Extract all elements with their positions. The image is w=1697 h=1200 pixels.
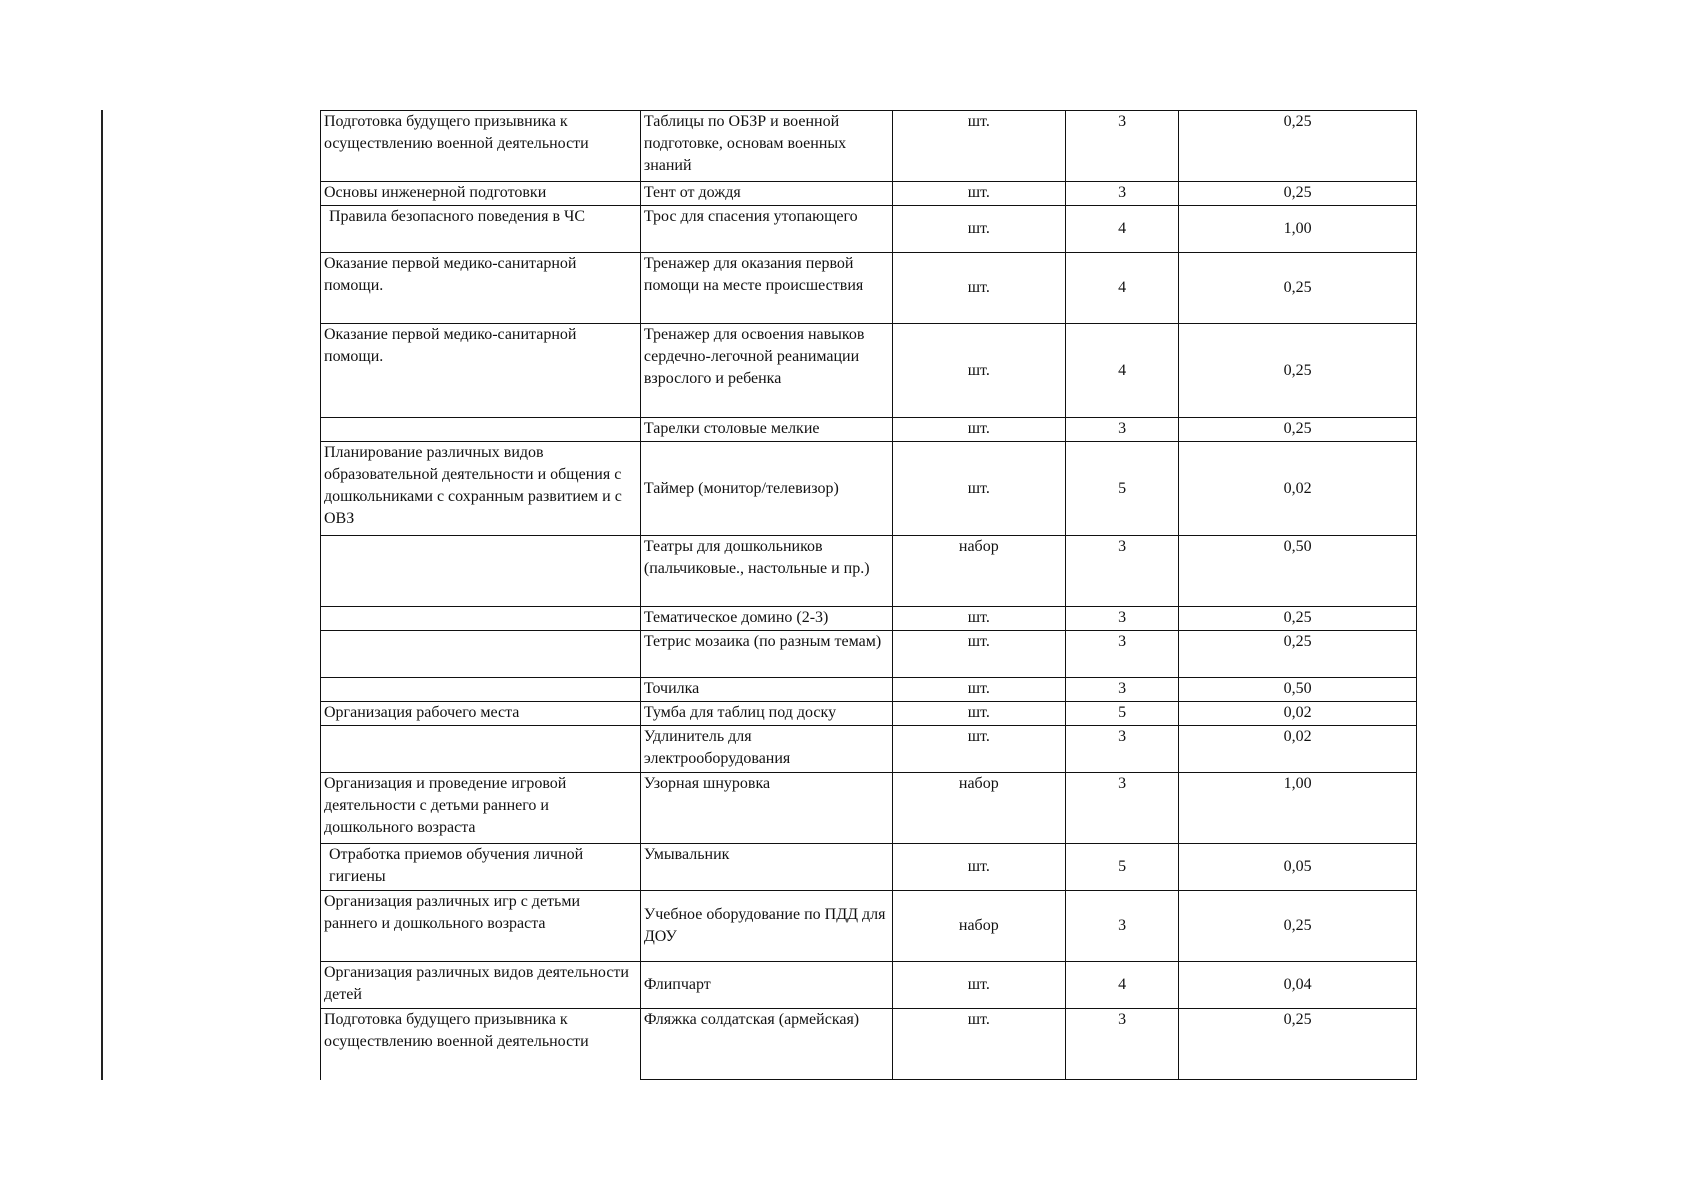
row-unit: шт. [892,442,1065,536]
row-unit: шт. [892,962,1065,1009]
row-item: Тарелки столовые мелкие [640,418,892,442]
row-quantity: 3 [1066,182,1179,206]
row-coefficient: 0,04 [1179,962,1417,1009]
row-quantity: 3 [1066,773,1179,844]
table-row [321,844,1417,891]
row-coefficient: 0,05 [1179,844,1417,891]
page-margin-line [101,110,103,1080]
row-topic: Основы инженерной подготовки [321,182,641,206]
row-item: Узорная шнуровка [640,773,892,844]
row-topic [321,418,641,442]
row-coefficient: 0,25 [1179,631,1417,678]
table-row [321,962,1417,1009]
row-unit: шт. [892,182,1065,206]
row-coefficient: 0,25 [1179,182,1417,206]
row-unit: шт. [892,631,1065,678]
row-quantity: 4 [1066,324,1179,418]
row-topic: Оказание первой медико-санитарной помощи. [321,253,641,324]
row-coefficient: 1,00 [1179,773,1417,844]
row-quantity: 3 [1066,536,1179,607]
row-quantity: 3 [1066,631,1179,678]
row-item: Таблицы по ОБЗР и военной подготовке, основам военных знаний [640,111,892,182]
table-row [321,607,1417,631]
row-item: Умывальник [640,844,892,891]
row-topic: Подготовка будущего призывника к осуществлению военной деятельности [321,111,641,182]
row-item: Удлинитель для электрооборудования [640,726,892,773]
row-topic [321,536,641,607]
row-unit: шт. [892,253,1065,324]
row-coefficient: 0,25 [1179,253,1417,324]
row-item: Тематическое домино (2-3) [640,607,892,631]
table-row [321,631,1417,678]
row-coefficient: 1,00 [1179,206,1417,253]
table-row [321,678,1417,702]
row-unit: шт. [892,702,1065,726]
row-coefficient: 0,25 [1179,324,1417,418]
row-topic: Организация рабочего места [321,702,641,726]
row-item: Трос для спасения утопающего [640,206,892,253]
row-topic [321,607,641,631]
row-quantity: 3 [1066,1009,1179,1080]
row-coefficient: 0,25 [1179,891,1417,962]
table-row [321,442,1417,536]
row-unit: шт. [892,607,1065,631]
row-item: Тент от дождя [640,182,892,206]
row-item: Тетрис мозаика (по разным темам) [640,631,892,678]
row-coefficient: 0,02 [1179,442,1417,536]
row-item: Таймер (монитор/телевизор) [640,442,892,536]
row-coefficient: 0,25 [1179,607,1417,631]
row-topic: Отработка приемов обучения личной гигиены [321,844,641,891]
row-quantity: 5 [1066,844,1179,891]
row-quantity: 5 [1066,702,1179,726]
row-unit: набор [892,773,1065,844]
row-quantity: 3 [1066,111,1179,182]
row-topic: Планирование различных видов образовательной деятельности и общения с дошкольниками с сохранным развитием и с ОВЗ [321,442,641,536]
row-unit: набор [892,536,1065,607]
row-quantity: 4 [1066,962,1179,1009]
row-item: Театры для дошкольников (пальчиковые., настольные и пр.) [640,536,892,607]
row-topic: Оказание первой медико-санитарной помощи. [321,324,641,418]
row-topic [321,678,641,702]
table-row [321,726,1417,773]
row-coefficient: 0,02 [1179,702,1417,726]
row-quantity: 3 [1066,607,1179,631]
row-item: Тумба для таблиц под доску [640,702,892,726]
row-item: Тренажер для оказания первой помощи на месте происшествия [640,253,892,324]
row-quantity: 5 [1066,442,1179,536]
row-unit: шт. [892,844,1065,891]
table-row [321,111,1417,182]
row-topic: Организация различных игр с детьми раннего и дошкольного возраста [321,891,641,962]
row-item: Точилка [640,678,892,702]
row-unit: шт. [892,726,1065,773]
row-coefficient: 0,50 [1179,678,1417,702]
row-unit: шт. [892,206,1065,253]
table-row [321,206,1417,253]
row-topic: Подготовка будущего призывника к осуществлению военной деятельности [321,1009,641,1080]
row-item: Фляжка солдатская (армейская) [640,1009,892,1080]
table-row [321,253,1417,324]
row-unit: шт. [892,418,1065,442]
row-coefficient: 0,25 [1179,418,1417,442]
table-row [321,702,1417,726]
row-topic: Правила безопасного поведения в ЧС [321,206,641,253]
row-topic [321,726,641,773]
row-coefficient: 0,25 [1179,1009,1417,1080]
row-quantity: 3 [1066,678,1179,702]
row-quantity: 3 [1066,891,1179,962]
row-quantity: 3 [1066,418,1179,442]
row-item: Учебное оборудование по ПДД для ДОУ [640,891,892,962]
row-coefficient: 0,25 [1179,111,1417,182]
row-unit: шт. [892,1009,1065,1080]
row-quantity: 4 [1066,206,1179,253]
table-row [321,182,1417,206]
row-unit: набор [892,891,1065,962]
row-item: Тренажер для освоения навыков сердечно-легочной реанимации взрослого и ребенка [640,324,892,418]
table-row [321,324,1417,418]
row-quantity: 4 [1066,253,1179,324]
table-row [321,418,1417,442]
row-coefficient: 0,50 [1179,536,1417,607]
row-topic: Организация различных видов деятельности детей [321,962,641,1009]
table-row [321,1009,1417,1080]
row-unit: шт. [892,324,1065,418]
row-item: Флипчарт [640,962,892,1009]
row-quantity: 3 [1066,726,1179,773]
table-row [321,773,1417,844]
row-topic: Организация и проведение игровой деятельности с детьми раннего и дошкольного возраста [321,773,641,844]
row-topic [321,631,641,678]
table-row [321,891,1417,962]
row-coefficient: 0,02 [1179,726,1417,773]
table-row [321,536,1417,607]
row-unit: шт. [892,678,1065,702]
equipment-table [320,110,1417,1080]
row-unit: шт. [892,111,1065,182]
